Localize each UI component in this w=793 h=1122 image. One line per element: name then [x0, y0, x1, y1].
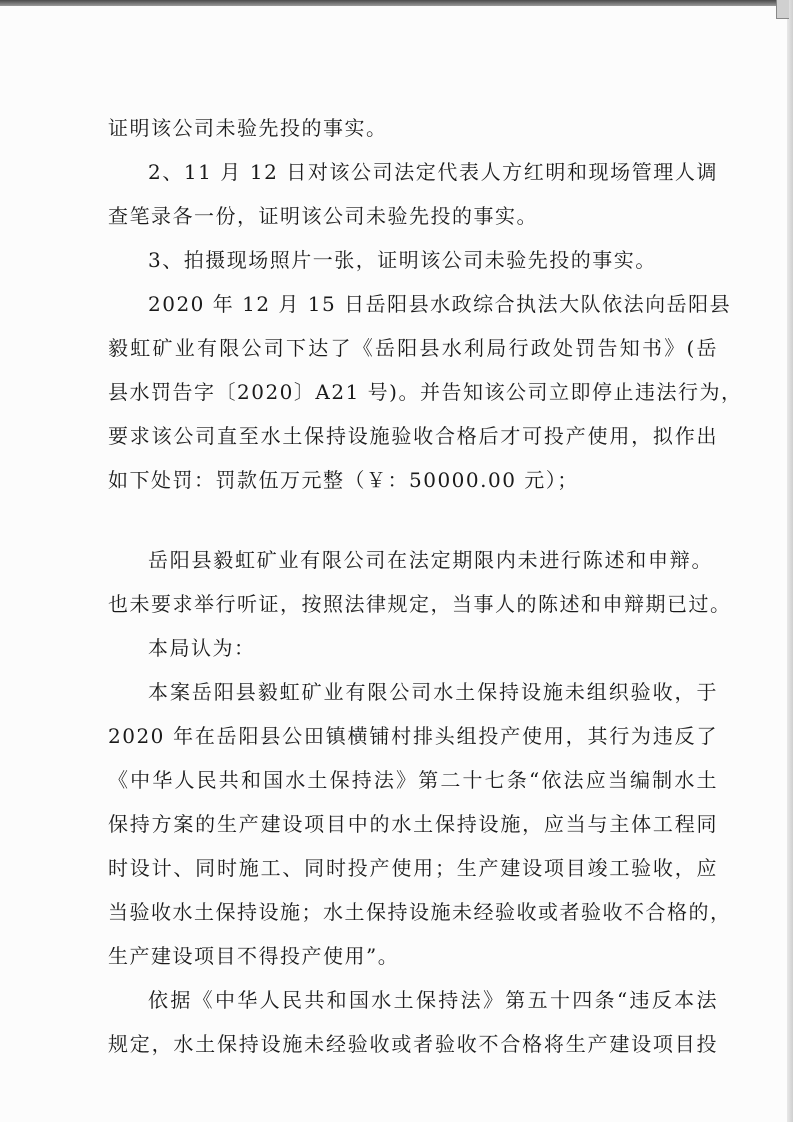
text-line-7: 县水罚告字〔2020〕A21 号)。并告知该公司立即停止违法行为，: [108, 380, 743, 404]
text-line-4: 3、拍摄现场照片一张，证明该公司未验先投的事实。: [148, 248, 657, 272]
scan-edge-top: [0, 0, 793, 6]
text-line-2: 2、11 月 12 日对该公司法定代表人方红明和现场管理人调: [148, 160, 718, 184]
text-line-17: 时设计、同时施工、同时投产使用；生产建设项目竣工验收，应: [108, 856, 718, 880]
text-line-20: 依据《中华人民共和国水土保持法》第五十四条“违反本法: [148, 988, 718, 1012]
text-line-11: 也未要求举行听证，按照法律规定，当事人的陈述和申辩期已过。: [108, 592, 732, 616]
text-line-1: 证明该公司未验先投的事实。: [108, 116, 388, 140]
text-line-5: 2020 年 12 月 15 日岳阳县水政综合执法大队依法向岳阳县: [148, 292, 732, 316]
text-line-9: 如下处罚：罚款伍万元整（￥：50000.00 元）；: [108, 468, 579, 492]
text-line-8: 要求该公司直至水土保持设施验收合格后才可投产使用，拟作出: [108, 424, 718, 448]
text-line-14: 2020 年在岳阳县公田镇横铺村排头组投产使用，其行为违反了: [108, 724, 718, 748]
page-corner-mark: [776, 0, 789, 19]
text-line-12: 本局认为：: [148, 636, 256, 660]
text-line-16: 保持方案的生产建设项目中的水土保持设施，应当与主体工程同: [108, 812, 718, 836]
scan-edge-right: [787, 0, 793, 1122]
text-line-18: 当验收水土保持设施；水土保持设施未经验收或者验收不合格的，: [108, 900, 732, 924]
text-line-15: 《中华人民共和国水土保持法》第二十七条“依法应当编制水土: [108, 768, 718, 792]
text-line-6: 毅虹矿业有限公司下达了《岳阳县水利局行政处罚告知书》(岳: [108, 336, 718, 360]
text-line-21: 规定，水土保持设施未经验收或者验收不合格将生产建设项目投: [108, 1032, 718, 1056]
text-line-13: 本案岳阳县毅虹矿业有限公司水土保持设施未组织验收，于: [148, 680, 718, 704]
text-line-3: 查笔录各一份，证明该公司未验先投的事实。: [108, 204, 538, 228]
text-line-19: 生产建设项目不得投产使用”。: [108, 944, 400, 968]
text-line-10: 岳阳县毅虹矿业有限公司在法定期限内未进行陈述和申辩。: [148, 548, 713, 572]
